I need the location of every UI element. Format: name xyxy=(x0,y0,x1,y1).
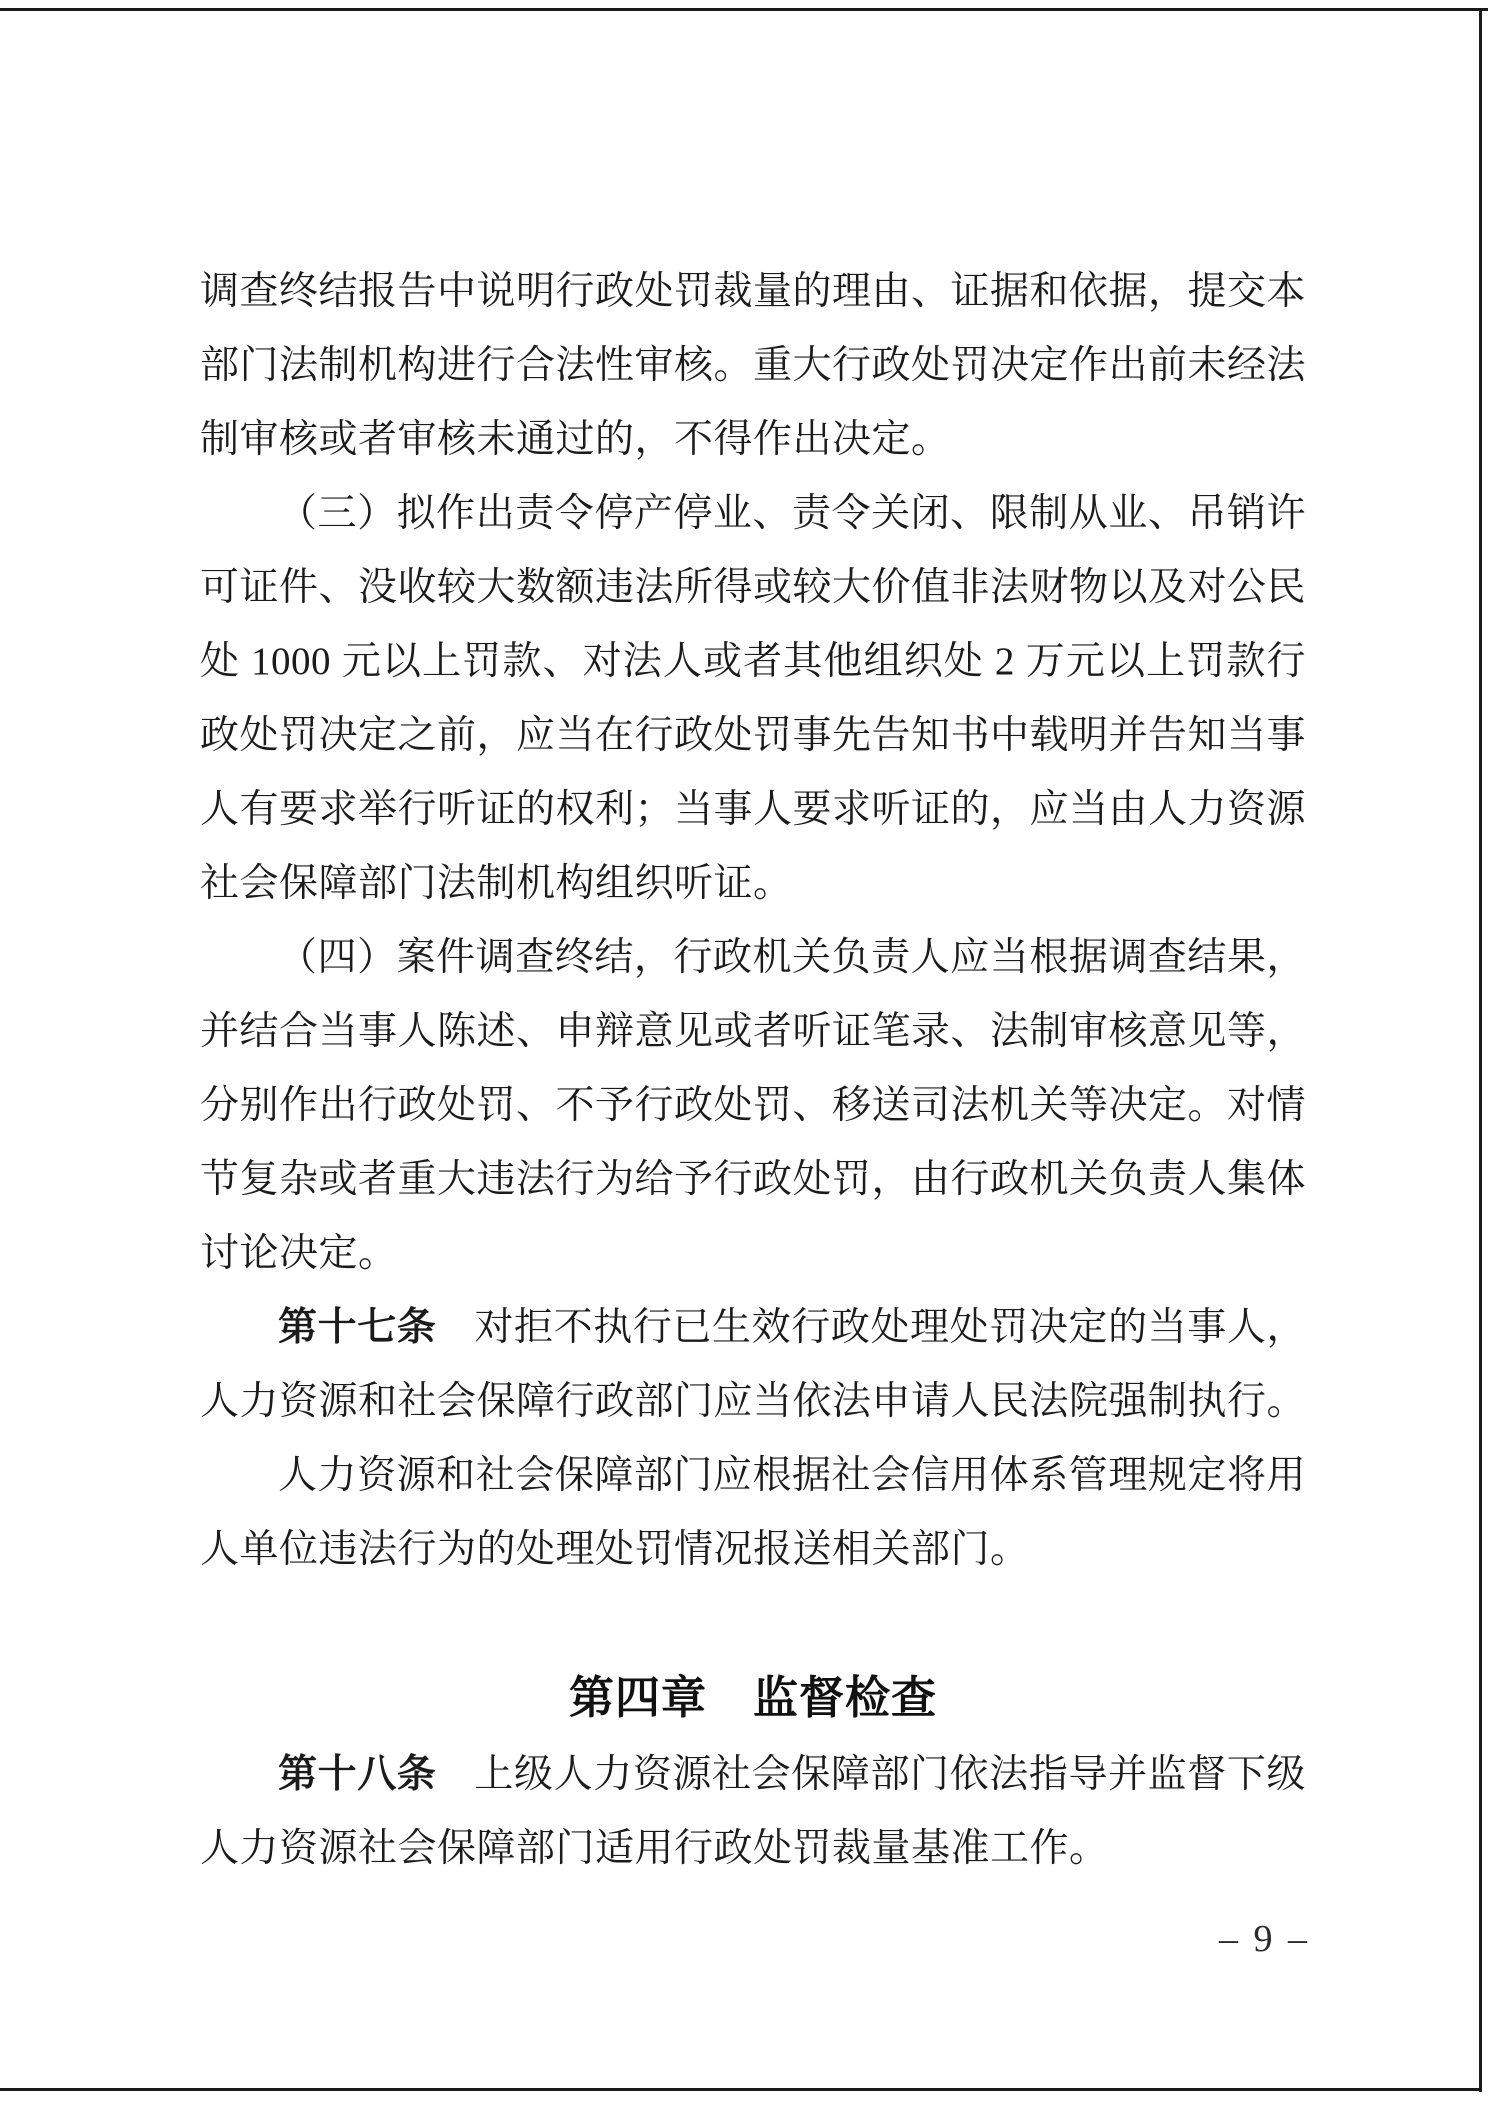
scan-edge-right xyxy=(1479,8,1482,2092)
paragraph-item-four-decision: （四）案件调查终结，行政机关负责人应当根据调查结果，并结合当事人陈述、申辩意见或者听证笔录、法制审核意见等，分别作出行政处罚、不予行政处罚、移送司法机关等决定。对情节复杂或者重大违法行为给予行政处罚，由行政机关负责人集体讨论决定。 xyxy=(200,936,1307,1275)
article-17-number-label: 第十七条 xyxy=(278,1306,437,1349)
page-number: – 9 – xyxy=(1219,1918,1310,1960)
chapter-heading: 第四章 监督检查 xyxy=(568,1672,937,1723)
document-body xyxy=(200,255,1306,1886)
paragraph-article-18 xyxy=(200,1738,1306,1886)
paragraph-credit-reporting: 人力资源和社会保障部门应根据社会信用体系管理规定将用人单位违法行为的处理处罚情况报送相关部门。 xyxy=(200,1454,1306,1571)
scan-edge-top xyxy=(0,8,1488,11)
article-17-text: 对拒不执行已生效行政处理处罚决定的当事人，人力资源和社会保障行政部门应当依法申请人民法院强制执行。 xyxy=(200,1306,1307,1423)
scan-edge-bottom xyxy=(0,2088,1482,2091)
paragraph-article-17 xyxy=(200,1291,1306,1439)
article-18-text: 上级人力资源社会保障部门依法指导并监督下级人力资源社会保障部门适用行政处罚裁量基准工作。 xyxy=(200,1753,1306,1870)
article-18-number-label: 第十八条 xyxy=(278,1753,437,1796)
paragraph-legality-review: 调查终结报告中说明行政处罚裁量的理由、证据和依据，提交本部门法制机构进行合法性审核。重大行政处罚决定作出前未经法制审核或者审核未通过的，不得作出决定。 xyxy=(200,270,1307,461)
paragraph-item-three-hearing: （三）拟作出责令停产停业、责令关闭、限制从业、吊销许可证件、没收较大数额违法所得或较大价值非法财物以及对公民处 1000 元以上罚款、对法人或者其他组织处 2 万元以上罚款行政处罚决定之前，应当在行政处罚事先告知书中载明并告知当事人有要求举行听证的权利；当事人要求听证的，应当由人力资源社会保障部门法制机构组织听证。 xyxy=(200,492,1307,905)
